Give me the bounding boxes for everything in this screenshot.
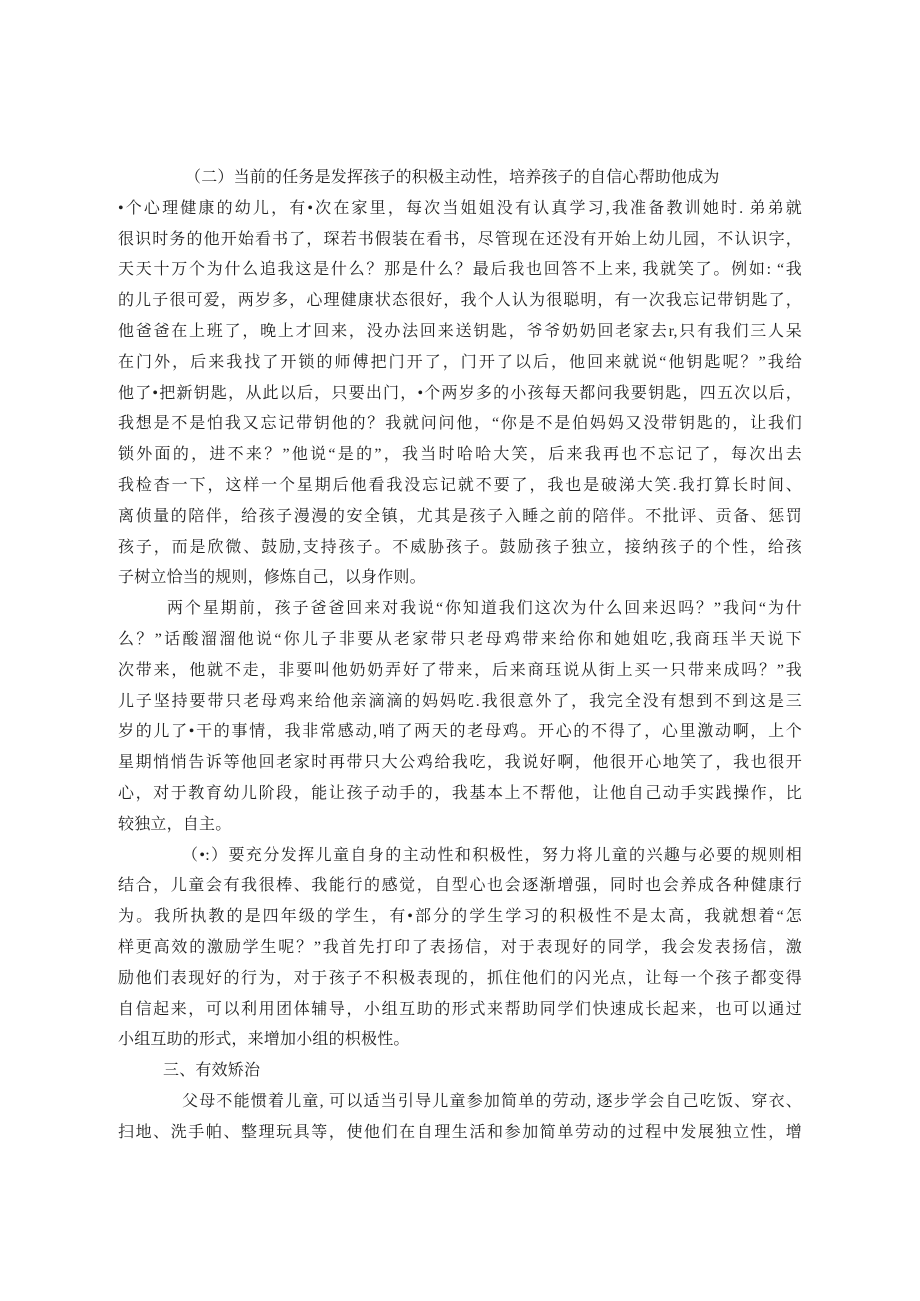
text-line: 我检杳一下，这样一个星期后他看我没忘记就不要了，我也是破涕大笑.我打算长时间、 (118, 476, 802, 494)
paragraph (118, 163, 802, 594)
text-line: 天天十万个为什么追我这是什么？那是什么？最后我也回答不上来, 我就笑了。例如: “我 (118, 261, 802, 279)
text-line: 励他们表现好的行为，对于孩子不积极表现的，抓住他们的闪光点，让每一个孩子都变得 (118, 969, 802, 987)
text-line: 离侦量的陪伴，给孩子漫漫的安全镇，尤其是孩子入睡之前的陪伴。不批评、贡备、惩罚 (118, 507, 802, 525)
text-line: 自信起来，可以利用团体辅导，小组互助的形式来帮助同学们快速成长起来，也可以通过 (118, 1000, 802, 1018)
text-line: 扫地、洗手帕、整理玩具等，使他们在自理生活和参加简单劳动的过程中发展独立性，增 (118, 1123, 802, 1141)
text-line: 很识时务的他开始看书了，琛若书假装在看书，尽管现在还没有开始上幼儿园，不认识字， (118, 230, 802, 248)
text-line: 结合，儿童会有我很棒、我能行的感觉，自型心也会逐渐增强，同时也会养成各种健康行 (118, 877, 802, 895)
paragraph (118, 594, 802, 840)
text-line: 小组互助的形式，来增加小组的枳极性。 (118, 1031, 410, 1049)
text-line: （•:）要充分发挥儿童自身的主动性和积极性，努力将儿童的兴趣与必要的规则相 (182, 846, 802, 864)
text-line: 样更高效的激励学生呢？”我首先打印了表扬信，对于表现好的同学，我会发表扬信，激 (118, 938, 802, 956)
paragraph (118, 1087, 802, 1149)
text-line: 三、有效矫治 (163, 1062, 261, 1080)
text-line: 在门外，后来我找了开锁的师傅把门开了，门开了以后，他回来就说“他钥匙呢？”我给 (118, 353, 802, 371)
paragraph (118, 841, 802, 1057)
text-line: 心，对于教育幼儿阶段，能让孩子动手的，我基本上不帮他，让他自己动手实践操作，比 (118, 784, 802, 802)
text-line: 子树立恰当的规则，修炼自己，以身作则。 (118, 569, 426, 587)
text-line: 父母不能惯着儿童, 可以适当引导儿童参加简单的劳动, 逐步学会自己吃饭、穿衣、 (182, 1092, 802, 1110)
text-line: 我想是不是怕我又忘记带钥他的？我就问问他，“你是不是伯妈妈又没带钥匙的，让我们 (118, 415, 802, 433)
document-body (118, 163, 802, 1149)
text-line: 为。我所执教的是四年级的学生，有•部分的学生学习的积极性不是太高，我就想着“怎 (118, 908, 802, 926)
text-line: 锁外面的，进不来？”他说“是的”，我当时哈哈大笑，后来我再也不忘记了，每次出去 (118, 446, 802, 464)
text-line: 两个星期前，孩子爸爸回来对我说“你知道我们这次为什么回来迟吗？”我问“为什 (167, 600, 802, 618)
text-line: 儿子坚持要带只老母鸡来给他亲滴滴的妈妈吃.我很意外了，我完全没有想到不到这是三 (118, 692, 802, 710)
text-line: 的儿子很可爱，两岁多，心理健康状态很好，我个人认为很聪明，有一次我忘记带钥匙了， (118, 292, 802, 310)
text-line: 较独立，自主。 (118, 815, 232, 833)
text-line: 星期悄悄告诉等他回老家时再带只大公鸡给我吃，我说好啊，他很开心地笑了，我也很开 (118, 754, 802, 772)
text-line: •个心理健康的幼儿，有•次在家里，每次当姐姐没有认真学习,我准备教训她时. 弟弟就 (118, 199, 802, 217)
text-line: 次带来，他就不走，非要叫他奶奶弄好了带来，后来商珏说从街上买一只带来成吗？”我 (118, 661, 802, 679)
text-line: 么？”话酸溜溜他说“你儿子非要从老家带只老母鸡带来给你和她姐吃,我商珏半天说下 (118, 630, 802, 648)
text-line: 孩子，而是欣微、鼓励,支持孩子。不威胁孩子。鼓励孩子独立，接纳孩子的个性，给孩 (118, 538, 802, 556)
text-line: 他了•把新钥匙，从此以后，只要出门，•个两岁多的小孩每天都问我要钥匙，四五次以后， (118, 384, 802, 402)
paragraph (118, 1056, 802, 1087)
text-line: 他爸爸在上班了，晚上才回来，没办法回来送钥匙，爷爷奶奶回老家去r,只有我们三人呆 (118, 322, 802, 340)
text-line: 岁的儿了•干的事情，我非常感动,哨了两天的老母鸡。开心的不得了，心里激动啊，上个 (118, 723, 802, 741)
text-line: （二）当前的任务是发挥孩子的积极主动性，培养孩子的自信心帮助他成为 (185, 169, 720, 186)
